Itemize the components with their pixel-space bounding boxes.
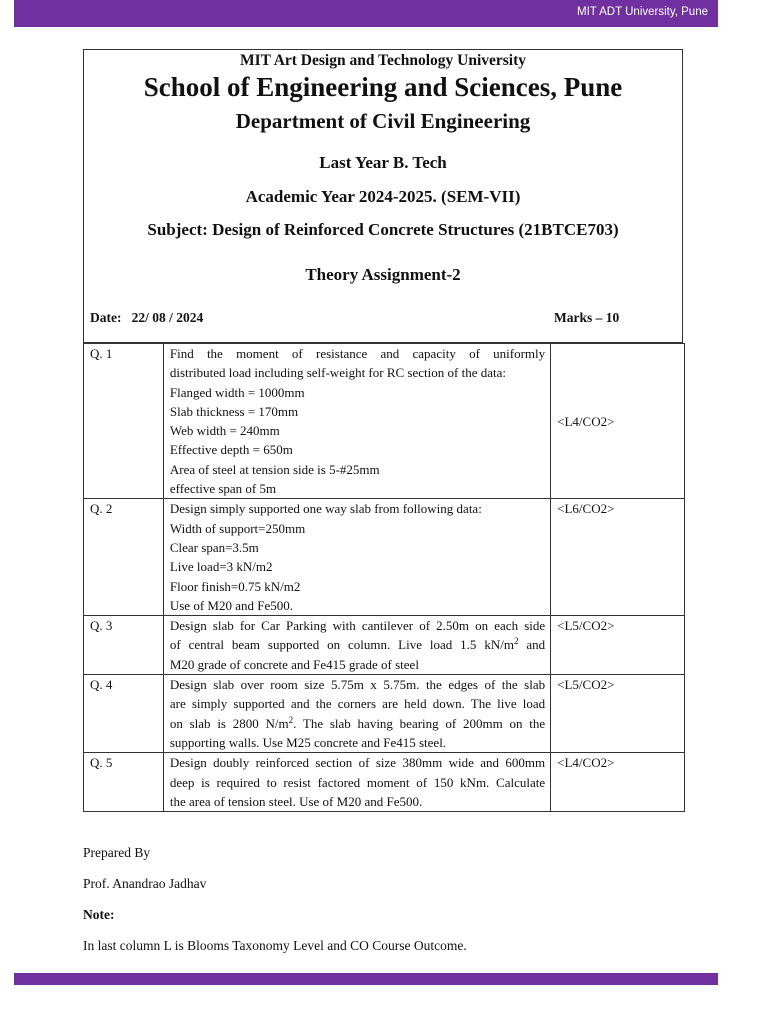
question-number: Q. 1 bbox=[84, 344, 164, 499]
question-number: Q. 4 bbox=[84, 675, 164, 753]
subject-title: Subject: Design of Reinforced Concrete Structures (21BTCE703) bbox=[147, 220, 619, 239]
school-name: School of Engineering and Sciences, Pune bbox=[143, 72, 623, 102]
question-text: Design doubly reinforced section of size 380mm wide and 600mm deep is required to resist factored moment of 150 kNm. Calculate the area of tension steel. Use of M20 and Fe500. bbox=[163, 753, 550, 812]
question-level: <L5/CO2> bbox=[551, 675, 685, 753]
question-level: <L5/CO2> bbox=[551, 616, 685, 675]
page-header-university: MIT ADT University, Pune bbox=[576, 6, 708, 18]
question-row-3 bbox=[84, 616, 685, 675]
question-level: <L6/CO2> bbox=[551, 499, 685, 616]
page-footer-bar bbox=[14, 973, 718, 985]
question-level: <L4/CO2> bbox=[551, 344, 685, 499]
note-text: In last column L is Blooms Taxonomy Level and CO Course Outcome. bbox=[83, 938, 467, 953]
question-text: Find the moment of resistance and capacity of uniformly distributed load including self-weight for RC section of the data: Flanged width = 1000mm Slab thickness = 170mm Web width = 240mm Effective depth = 650m Area of steel at tension side is 5-#25mm effective span of 5m bbox=[163, 344, 550, 499]
prepared-by-label: Prepared By bbox=[83, 845, 151, 860]
date-line bbox=[90, 310, 203, 326]
question-row-4 bbox=[84, 675, 685, 753]
assignment-header bbox=[83, 49, 683, 343]
question-text: Design simply supported one way slab from following data: Width of support=250mm Clear span=3.5m Live load=3 kN/m2 Floor finish=0.75 kN/m2 Use of M20 and Fe500. bbox=[163, 499, 550, 616]
academic-year: Academic Year 2024-2025. (SEM-VII) bbox=[245, 187, 521, 206]
department-name: Department of Civil Engineering bbox=[235, 109, 531, 133]
question-text: Design slab for Car Parking with cantilever of 2.50m on each side of central beam supported on column. Live load 1.5 $kN/m^2$ and M20 grade of concrete and Fe415 grade of steel bbox=[163, 616, 550, 675]
question-number: Q. 2 bbox=[84, 499, 164, 616]
question-row-1 bbox=[84, 344, 685, 499]
question-level: <L4/CO2> bbox=[551, 753, 685, 812]
author-name: Prof. Anandrao Jadhav bbox=[83, 876, 207, 891]
question-number: Q. 5 bbox=[84, 753, 164, 812]
question-row-5 bbox=[84, 753, 685, 812]
question-text: Design slab over room size 5.75m x 5.75m. the edges of the slab are simply supported and the corners are held down. The live load on slab is 2800 $N/m^2$. The slab having bearing of 200mm on the supporting walls. Use M25 concrete and Fe415 steel. bbox=[163, 675, 550, 753]
date-label: Date: bbox=[90, 310, 122, 325]
class-year: Last Year B. Tech bbox=[319, 153, 447, 172]
assignment-title: Theory Assignment-2 bbox=[305, 265, 461, 284]
page-header-bar bbox=[14, 0, 718, 27]
question-number: Q. 3 bbox=[84, 616, 164, 675]
marks-label: Marks – 10 bbox=[554, 310, 620, 325]
university-name: MIT Art Design and Technology University bbox=[239, 52, 527, 69]
questions-table bbox=[83, 343, 685, 812]
note-label: Note: bbox=[83, 907, 115, 922]
date-value: 22/ 08 / 2024 bbox=[131, 310, 204, 325]
question-row-2 bbox=[84, 499, 685, 616]
